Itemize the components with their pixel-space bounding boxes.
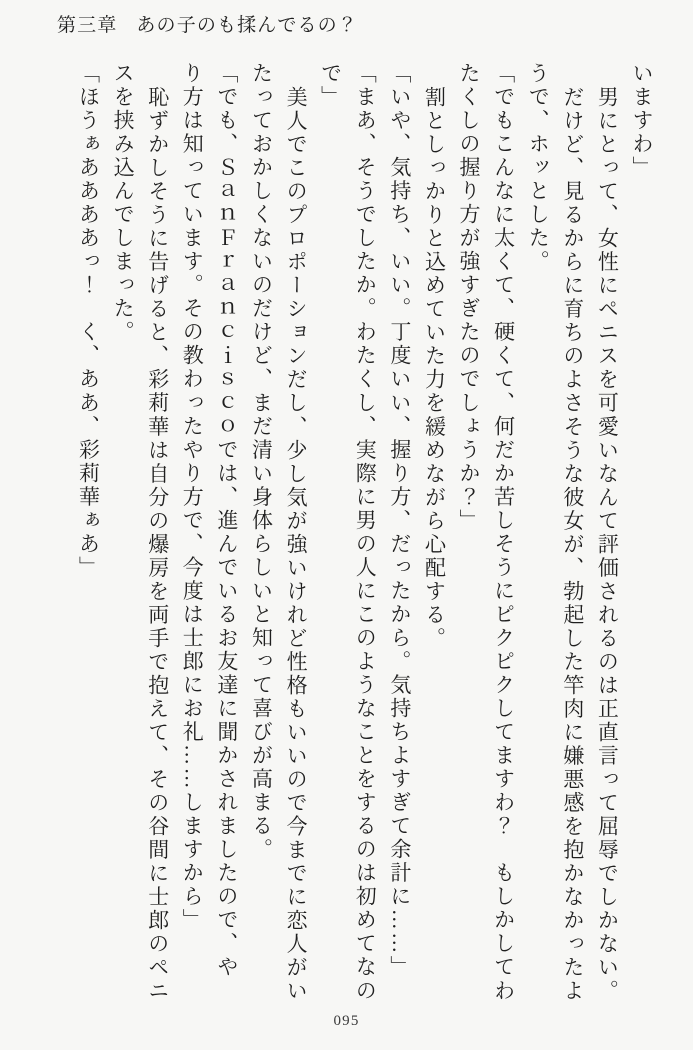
text-line: だけど、見るからに育ちのよさそうな彼女が、勃起した竿肉に嫌悪感を抱かなかったよ bbox=[560, 85, 585, 1003]
text-line: 「いや、気持ち、いい。丁度いい、握り方、だったから。気持ちよすぎて余計に……」 bbox=[387, 62, 412, 980]
text-line: 割としっかりと込めていた力を緩めながら心配する。 bbox=[422, 85, 447, 650]
text-line: 「でも、ＳａｎＦｒａｎｃｉｓｃｏでは、進んでいるお友達に聞かされましたので、や bbox=[214, 62, 239, 980]
text-line: 「まあ、そうでしたか。わたくし、実際に男の人にこのようなことをするのは初めてなの bbox=[353, 62, 378, 1003]
text-line: 美人でこのプロポーションだし、少し気が強いけれど性格もいいので今までに恋人がい bbox=[284, 85, 309, 1003]
text-line: 男にとって、女性にペニスを可愛いなんて評価されるのは正直言って屈辱でしかない。 bbox=[595, 85, 620, 1003]
text-line: うで、ホッとした。 bbox=[526, 62, 551, 274]
chapter-header bbox=[57, 10, 358, 37]
text-line: 恥ずかしそうに告げると、彩莉華は自分の爆房を両手で抱えて、その谷間に士郎のペニ bbox=[145, 85, 170, 1003]
text-line: 「でもこんなに太くて、硬くて、何だか苦しそうにピクピクしてますわ？ もしかしてわ bbox=[491, 62, 516, 1003]
text-line: たくしの握り方が強すぎたのでしょうか？」 bbox=[457, 62, 482, 533]
text-line: たっておかしくないのだけど、まだ清い身体らしいと知って喜びが高まる。 bbox=[249, 62, 274, 862]
chapter-number: 第三章 bbox=[57, 15, 118, 36]
chapter-title: あの子のも揉んでるの？ bbox=[136, 15, 358, 36]
page-number: 095 bbox=[333, 1013, 360, 1029]
text-line: いますわ」 bbox=[630, 62, 654, 180]
text-line: 「ほうぁああああっ！ く、ああ、彩莉華ぁあ」 bbox=[76, 62, 101, 580]
body-text bbox=[71, 62, 659, 1018]
text-line: で」 bbox=[318, 62, 343, 110]
text-line: り方は知っています。その教わったやり方で、今度は士郎にお礼……しますから」 bbox=[180, 62, 205, 933]
text-line: スを挟み込んでしまった。 bbox=[111, 62, 136, 345]
